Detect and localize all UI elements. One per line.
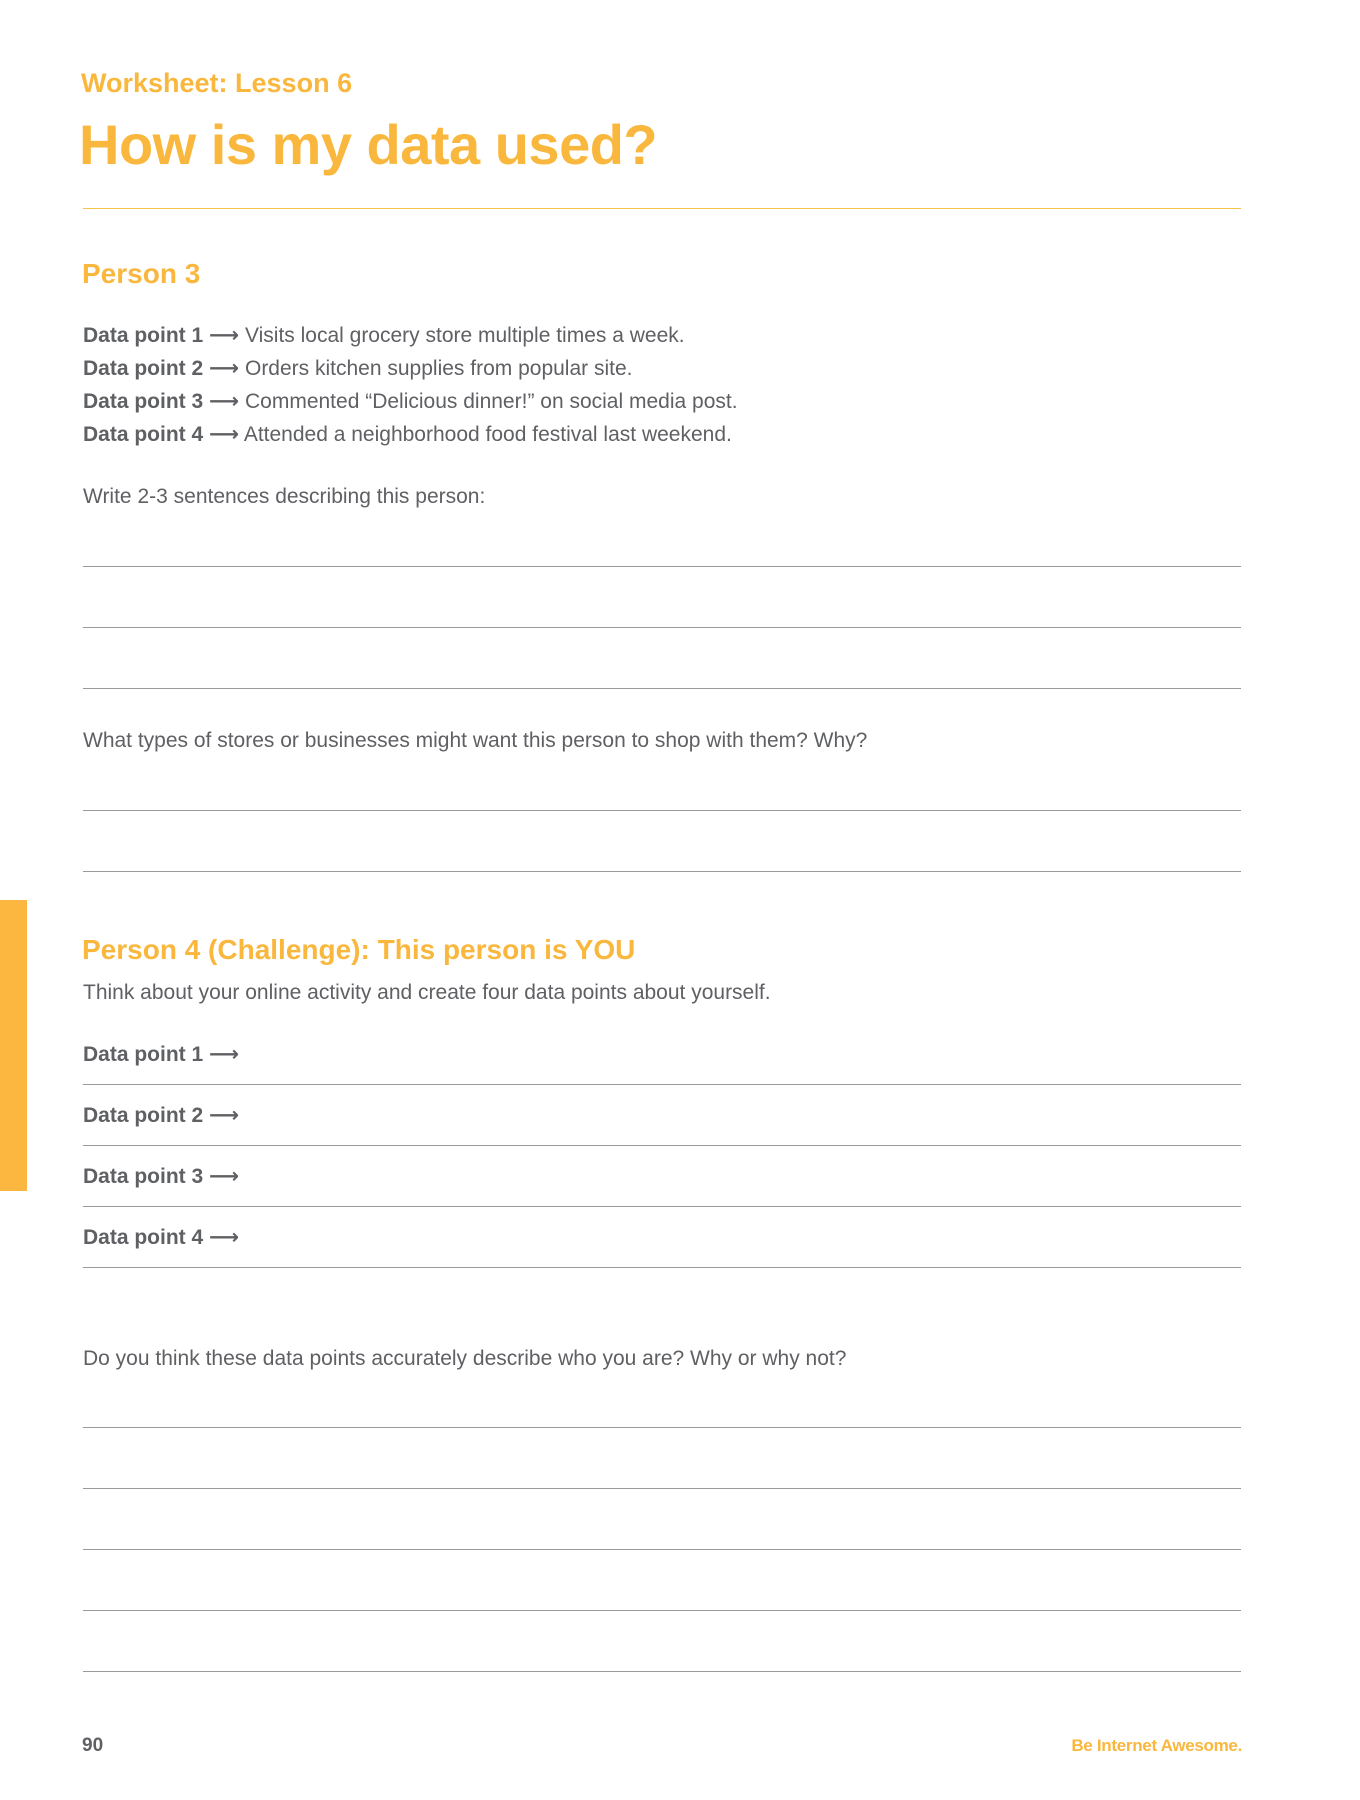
describe-prompt: Write 2-3 sentences describing this person: [83, 485, 486, 508]
arrow-icon: ⟶ [209, 423, 240, 446]
person3-data-point-2 [83, 356, 633, 381]
person3-data-point-4 [83, 422, 732, 447]
answer-line[interactable] [83, 1206, 1241, 1207]
answer-line[interactable] [83, 871, 1241, 872]
data-point-text: Commented “Delicious dinner!” on social media post. [244, 390, 738, 413]
answer-line[interactable] [83, 1267, 1241, 1268]
answer-line[interactable] [83, 566, 1241, 567]
page-title: How is my data used? [79, 113, 658, 176]
arrow-icon: ⟶ [209, 324, 240, 347]
data-point-label: Data point 2 [83, 1104, 204, 1127]
data-point-label: Data point 2 [83, 357, 204, 380]
answer-line[interactable] [83, 1145, 1241, 1146]
data-point-label: Data point 4 [83, 423, 204, 446]
person4-data-point-1 [83, 1042, 239, 1067]
answer-line[interactable] [83, 1427, 1241, 1428]
header-divider [83, 208, 1241, 209]
person3-data-point-3 [83, 389, 738, 414]
data-point-label: Data point 4 [83, 1226, 204, 1249]
person4-data-point-2 [83, 1103, 239, 1128]
data-point-text: Orders kitchen supplies from popular site. [244, 357, 633, 380]
answer-line[interactable] [83, 627, 1241, 628]
arrow-icon: ⟶ [209, 390, 240, 413]
stores-prompt: What types of stores or businesses might want this person to shop with them? Why? [83, 729, 868, 752]
accuracy-prompt: Do you think these data points accurately describe who you are? Why or why not? [83, 1347, 847, 1370]
side-tab-marker [0, 900, 27, 1191]
data-point-label: Data point 1 [83, 1043, 204, 1066]
worksheet-subtitle: Worksheet: Lesson 6 [81, 68, 353, 98]
arrow-icon: ⟶ [209, 1165, 240, 1188]
person4-instruction: Think about your online activity and create four data points about yourself. [83, 981, 771, 1004]
person4-heading: Person 4 (Challenge): This person is YOU [82, 934, 636, 965]
answer-line[interactable] [83, 1549, 1241, 1550]
person4-data-point-4 [83, 1225, 239, 1250]
answer-line[interactable] [83, 1084, 1241, 1085]
answer-line[interactable] [83, 810, 1241, 811]
brand-logo: Be Internet Awesome. [1071, 1736, 1242, 1755]
answer-line[interactable] [83, 1671, 1241, 1672]
data-point-text: Attended a neighborhood food festival last weekend. [243, 423, 732, 446]
data-point-label: Data point 1 [83, 324, 204, 347]
arrow-icon: ⟶ [209, 1226, 240, 1249]
page-number: 90 [82, 1735, 104, 1756]
data-point-text: Visits local grocery store multiple times a week. [244, 324, 685, 347]
person4-data-point-3 [83, 1164, 239, 1189]
arrow-icon: ⟶ [209, 357, 240, 380]
person3-heading: Person 3 [82, 258, 201, 289]
answer-line[interactable] [83, 1488, 1241, 1489]
data-point-label: Data point 3 [83, 1165, 204, 1188]
answer-line[interactable] [83, 688, 1241, 689]
answer-line[interactable] [83, 1610, 1241, 1611]
arrow-icon: ⟶ [209, 1104, 240, 1127]
data-point-label: Data point 3 [83, 390, 204, 413]
person3-data-point-1 [83, 323, 685, 348]
arrow-icon: ⟶ [209, 1043, 240, 1066]
